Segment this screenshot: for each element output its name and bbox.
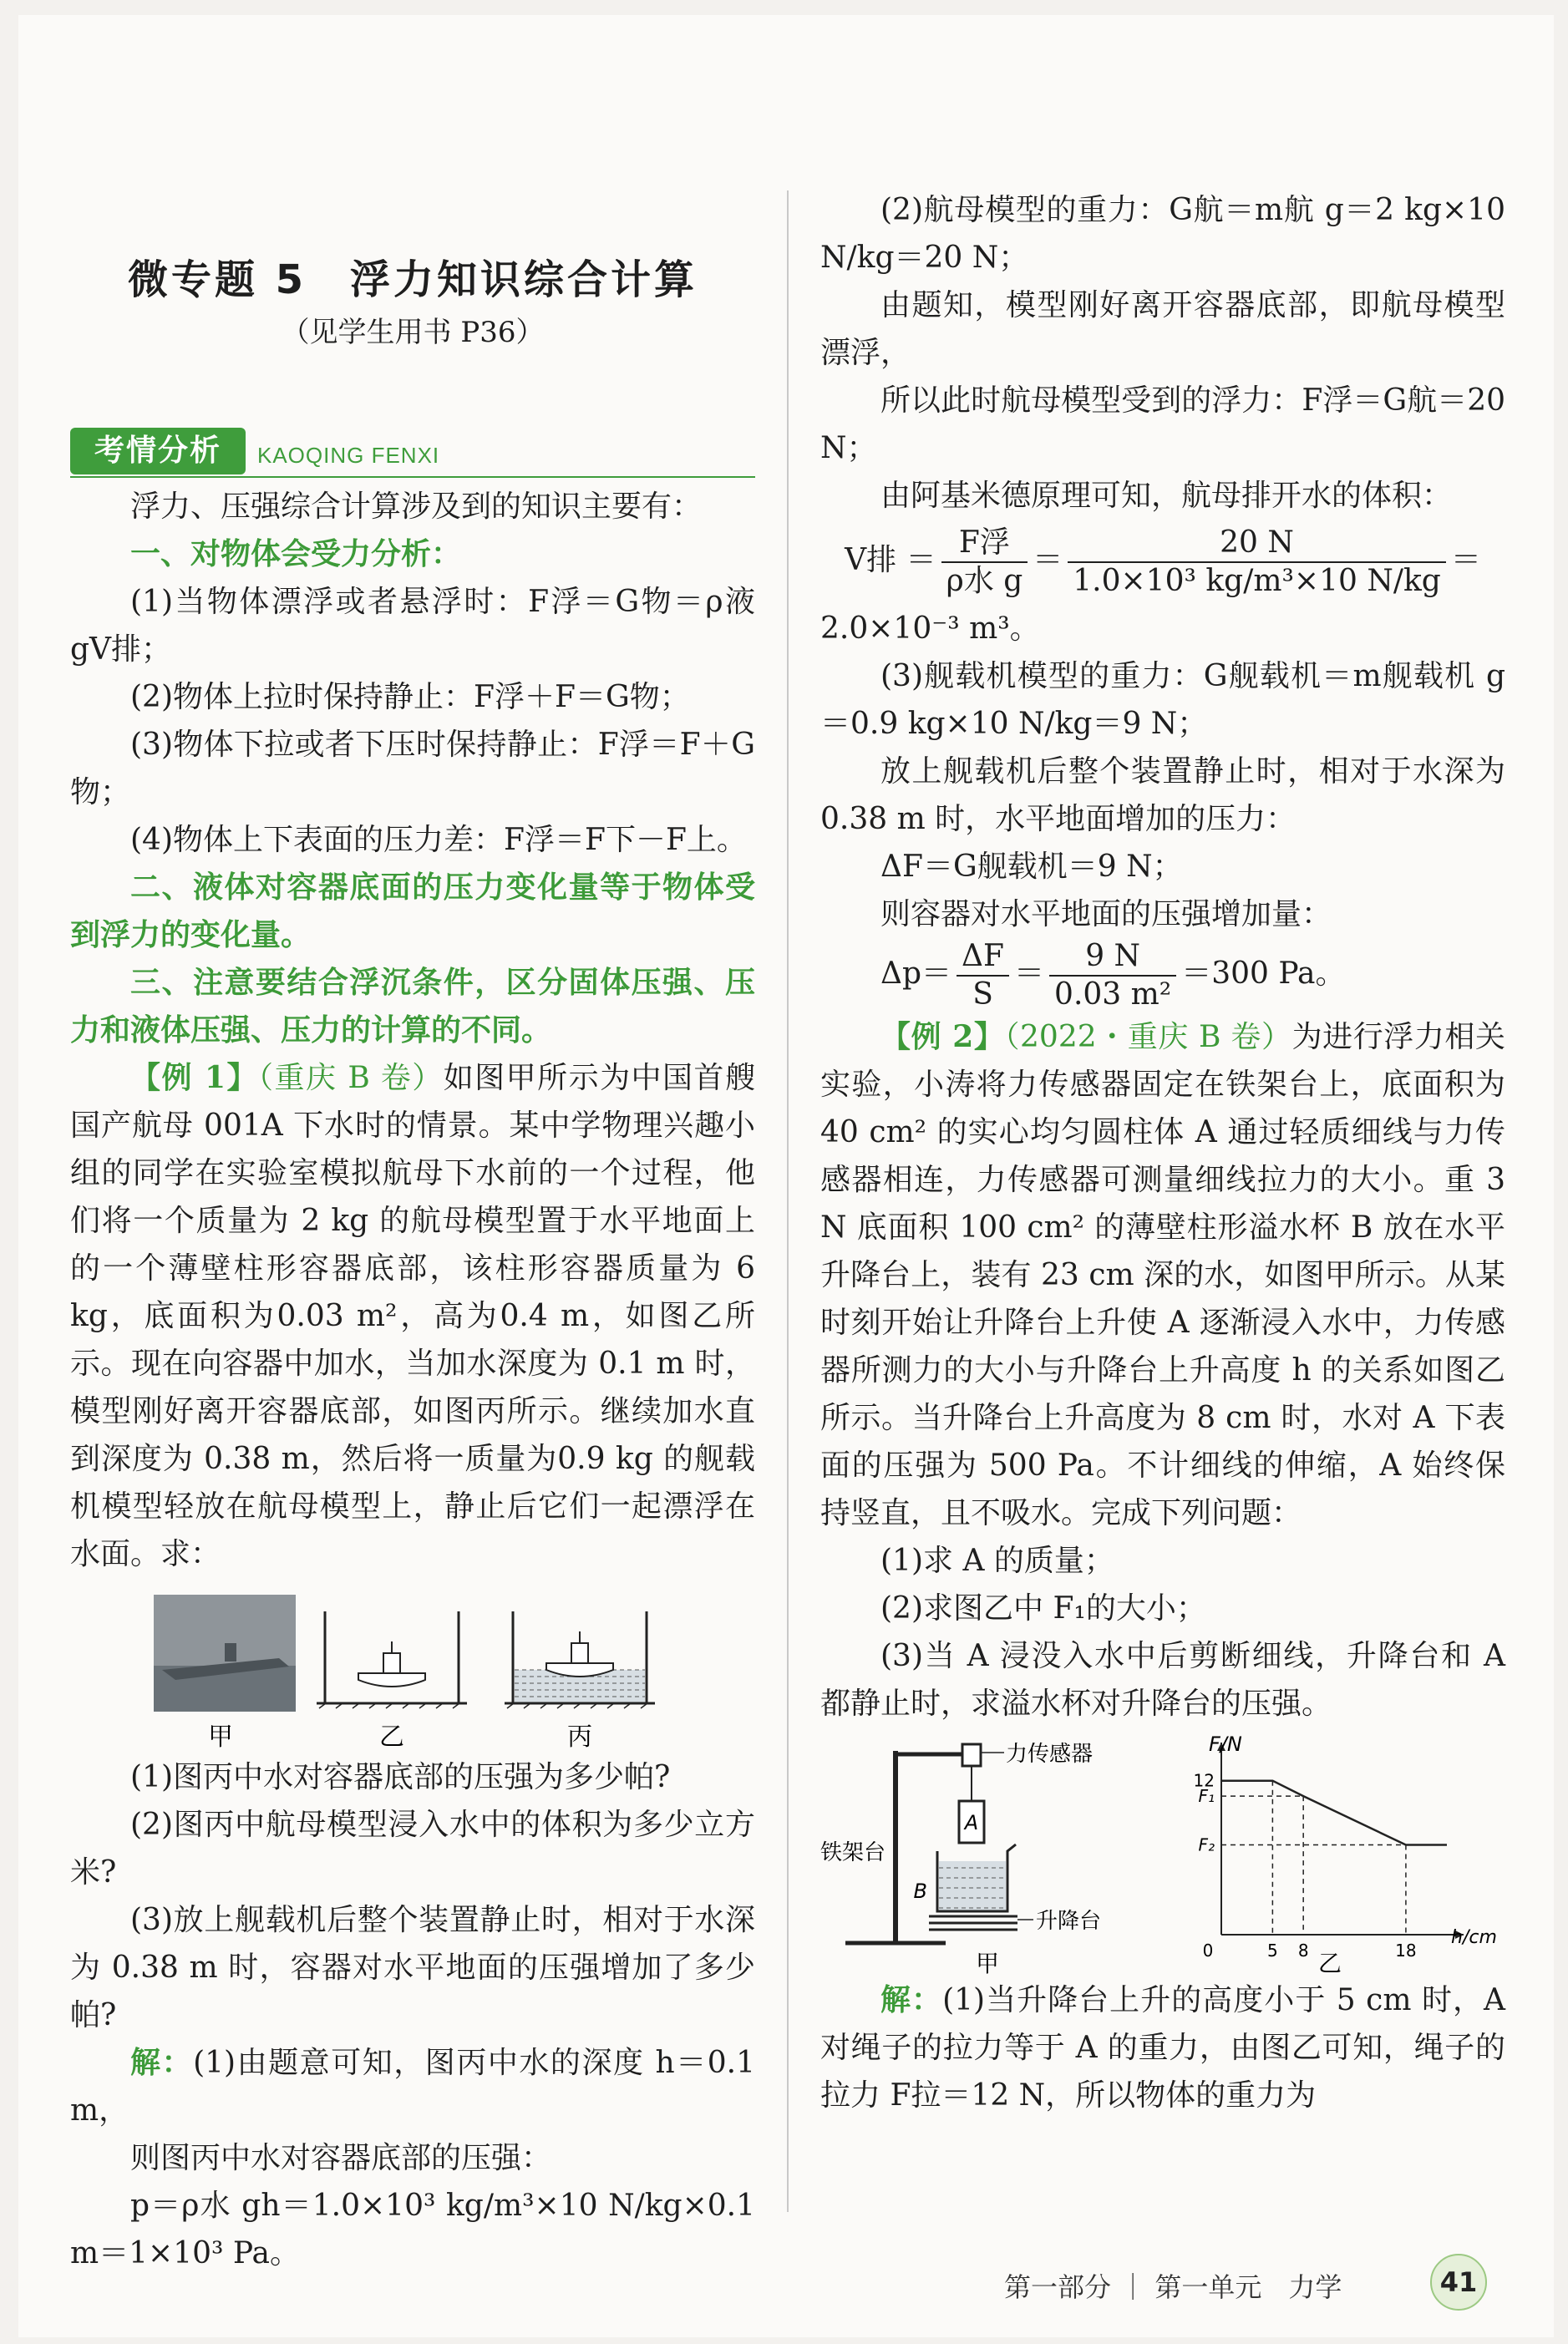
example1-solution-1-text: (1)由题意可知，图丙中水的深度 h＝0.1 m， xyxy=(70,2046,755,2128)
gfrac2-num: 9 N xyxy=(1049,938,1176,977)
example2-question-2: (2)求图乙中 F₁的大小； xyxy=(880,1591,1206,1626)
footer-section: 第一部分 ｜ 第一单元 力学 xyxy=(1004,2271,1342,2303)
fig-caption-bing: 丙 xyxy=(567,1722,592,1752)
frac1-den: ρ水 g xyxy=(946,564,1023,598)
page xyxy=(18,15,1554,2337)
model-carrier-yi xyxy=(358,1673,425,1687)
formula-pressure-frac1 xyxy=(957,938,1009,1013)
analysis-intro: 浮力、压强综合计算涉及到的知识主要有： xyxy=(130,490,703,524)
gfrac2-den: 0.03 m² xyxy=(1054,977,1172,1012)
example1-question-2: (2)图丙中航母模型浸入水中的体积为多少立方米? xyxy=(70,1808,755,1890)
analysis-item-1: (1)当物体漂浮或者悬浮时：F浮＝G物＝ρ液 gV排； xyxy=(70,585,755,667)
analysis-item-4: (4)物体上下表面的压力差：F浮＝F下－F上。 xyxy=(130,823,747,857)
frac2-den: 1.0×10³ kg/m³×10 N/kg xyxy=(1073,564,1441,598)
section-badge-en: KAOQING FENXI xyxy=(257,443,440,468)
example1-solution-7: 由阿基米德原理可知，航母排开水的体积： xyxy=(880,479,1453,513)
chart-x-tick-5: 5 xyxy=(1266,1941,1278,1961)
formula-volume-tail: ＝ xyxy=(1450,543,1481,577)
container-yi xyxy=(317,1611,467,1708)
example2-stem xyxy=(820,1013,1505,1537)
example1-solution-1 xyxy=(70,2039,755,2134)
page-number: 41 xyxy=(1430,2254,1487,2311)
formula-pressure-tail: ＝300 Pa。 xyxy=(1181,956,1346,991)
formula-volume-frac2 xyxy=(1068,525,1446,600)
chart-ylabel: F/N xyxy=(1209,1734,1242,1756)
formula-volume-eq: ＝ xyxy=(1033,543,1063,577)
analysis-heading-2: 二、液体对容器底面的压力变化量等于物体受到浮力的变化量。 xyxy=(70,870,755,952)
chart-xlabel: h/cm xyxy=(1451,1927,1497,1948)
left-column xyxy=(70,483,755,2277)
apparatus-caption: 甲 xyxy=(975,1950,1000,1976)
formula-pressure-eq: ＝ xyxy=(1014,956,1045,991)
analysis-heading-1: 一、对物体会受力分析： xyxy=(130,537,462,571)
force-sensor xyxy=(962,1744,981,1766)
example1-figure-svg xyxy=(70,1586,755,1753)
formula-volume-lhs: V排 ＝ xyxy=(845,543,936,577)
apparatus-svg xyxy=(820,1734,1154,1976)
example1-solution-8: 2.0×10⁻³ m³。 xyxy=(820,611,1040,646)
right-column xyxy=(820,186,1505,2119)
example1-solution-2: 则图丙中水对容器底部的压强： xyxy=(130,2141,552,2175)
example1-solution-label: 解： xyxy=(130,2045,194,2080)
page-subtitle: （见学生用书 P36） xyxy=(281,316,545,349)
lift-label: 升降台 xyxy=(1036,1909,1102,1934)
example2-solution-label: 解： xyxy=(880,1982,943,2017)
example2-solution-1-text: (1)当升降台上升的高度小于 5 cm 时，A 对绳子的拉力等于 A 的重力，由图乙可知，绳子的拉力 F拉＝12 N，所以物体的重力为 xyxy=(820,1983,1505,2113)
example1-solution-4: (2)航母模型的重力：G航＝m航 g＝2 kg×10 N/kg＝20 N； xyxy=(820,193,1505,275)
chart-x-tick-0: 0 xyxy=(1202,1941,1214,1961)
example1-question-1: (1)图丙中水对容器底部的压强为多少帕? xyxy=(130,1760,671,1794)
frac1-num: F浮 xyxy=(941,525,1028,563)
example1-source: （重庆 B 卷） xyxy=(257,1061,444,1095)
example1-solution-6: 所以此时航母模型受到的浮力：F浮＝G航＝20 N； xyxy=(820,383,1505,465)
stand-label: 铁架台 xyxy=(820,1840,886,1865)
sensor-label: 力传感器 xyxy=(1006,1742,1094,1767)
chart-series-line xyxy=(1221,1781,1447,1845)
example2-question-1: (1)求 A 的质量； xyxy=(880,1544,1114,1578)
chart-caption: 乙 xyxy=(1317,1950,1342,1976)
example2-solution-1 xyxy=(820,1976,1505,2119)
force-height-chart xyxy=(1163,1734,1514,1976)
chart-y-tick-1: F₁ xyxy=(1198,1786,1215,1807)
example1-solution-12: 则容器对水平地面的压强增加量： xyxy=(880,897,1332,931)
section-badge: 考情分析 xyxy=(70,428,246,474)
lift-platform xyxy=(929,1916,1017,1930)
container-bing xyxy=(505,1611,655,1708)
fig-caption-yi: 乙 xyxy=(379,1722,404,1752)
formula-pressure-lhs: Δp＝ xyxy=(880,956,952,991)
example1-formula-volume xyxy=(820,525,1505,600)
example1-label: 【例 1】 xyxy=(130,1060,258,1095)
example1-solution-3: p＝ρ水 gh＝1.0×10³ kg/m³×10 N/kg×0.1 m＝1×10³ Pa。 xyxy=(70,2189,755,2270)
carrier-photo-island xyxy=(225,1643,236,1662)
cylinder-a-label: A xyxy=(964,1811,979,1834)
example1-figures xyxy=(70,1586,755,1753)
example2-text: 为进行浮力相关实验，小涛将力传感器固定在铁架台上，底面积为 40 cm² 的实心均匀圆柱体 A 通过轻质细线与力传感器相连，力传感器可测量细线拉力的大小。重 3 N 底面积 100 cm² 的薄壁柱形溢水杯 B 放在水平升降台上，装有 23 cm 深的水，如图甲所示。从某时刻开始让升降台上升使 A 逐渐浸入水中，力传感器所测力的大小与升降台上升高度 h 的关系如图乙所示。当升降台上升高度为 8 cm 时，水对 A 下表面的压强为 500 Pa。不计细线的伸缩，A 始终保持竖直，且不吸水。完成下列问题： xyxy=(820,1020,1505,1530)
beaker-water xyxy=(939,1861,1006,1911)
example2-figures xyxy=(820,1734,1505,1976)
page-title: 微专题 5 浮力知识综合计算 xyxy=(127,256,698,303)
chart-layer xyxy=(1194,1743,1464,1961)
example1-stem xyxy=(70,1054,755,1578)
chart-x-tick-18: 18 xyxy=(1395,1941,1417,1961)
chart-y-tick-0: 12 xyxy=(1193,1770,1215,1791)
example1-text: 如图甲所示为中国首艘国产航母 001A 下水时的情景。某中学物理兴趣小组的同学在实验室模拟航母下水前的一个过程，他们将一个质量为 2 kg 的航母模型置于水平地面上的一个薄壁柱形容器底部，该柱形容器质量为 6 kg，底面积为0.03 m²，高为0.4 m，如图乙所示。现在向容器中加水，当加水深度为 0.1 m 时，模型刚好离开容器底部，如图丙所示。继续加水直到深度为 0.38 m，然后将一质量为0.9 kg 的舰载机模型轻放在航母模型上，静止后它们一起漂浮在水面。求： xyxy=(70,1061,755,1571)
cup-b-label: B xyxy=(913,1880,927,1903)
example1-solution-9: (3)舰载机模型的重力：G舰载机＝m舰载机 g＝0.9 kg×10 N/kg＝9 N； xyxy=(820,659,1505,741)
section-rule xyxy=(70,476,755,478)
frac2-num: 20 N xyxy=(1068,525,1446,563)
fig-caption-jia: 甲 xyxy=(208,1722,233,1752)
formula-volume-frac1 xyxy=(941,525,1028,600)
chart-x-tick-8: 8 xyxy=(1297,1941,1309,1961)
example1-solution-11: ΔF＝G舰载机＝9 N； xyxy=(880,850,1183,884)
analysis-heading-3: 三、注意要结合浮沉条件，区分固体压强、压力和液体压强、压力的计算的不同。 xyxy=(70,966,755,1048)
example1-question-3: (3)放上舰载机后整个装置静止时，相对于水深为 0.38 m 时，容器对水平地面的压强增加了多少帕? xyxy=(70,1903,755,2032)
example1-formula-pressure xyxy=(820,938,1505,1013)
example2-label: 【例 2】 xyxy=(880,1019,1005,1054)
example1-solution-10: 放上舰载机后整个装置静止时，相对于水深为0.38 m 时，水平地面增加的压力： xyxy=(820,754,1505,836)
analysis-item-3: (3)物体下拉或者下压时保持静止：F浮＝F＋G物； xyxy=(70,728,755,809)
gfrac1-den: S xyxy=(972,977,993,1012)
example2-question-3: (3)当 A 浸没入水中后剪断细线，升降台和 A 都静止时，求溢水杯对升降台的压强。 xyxy=(820,1639,1505,1721)
example1-solution-5: 由题知，模型刚好离开容器底部，即航母模型漂浮， xyxy=(820,288,1505,370)
example2-source: （2022・重庆 B 卷） xyxy=(1004,1020,1292,1054)
analysis-item-2: (2)物体上拉时保持静止：F浮＋F＝G物； xyxy=(130,680,690,714)
chart-y-tick-2: F₂ xyxy=(1198,1834,1215,1855)
formula-pressure-frac2 xyxy=(1049,938,1176,1013)
gfrac1-num: ΔF xyxy=(957,938,1009,977)
column-divider xyxy=(787,190,789,2212)
